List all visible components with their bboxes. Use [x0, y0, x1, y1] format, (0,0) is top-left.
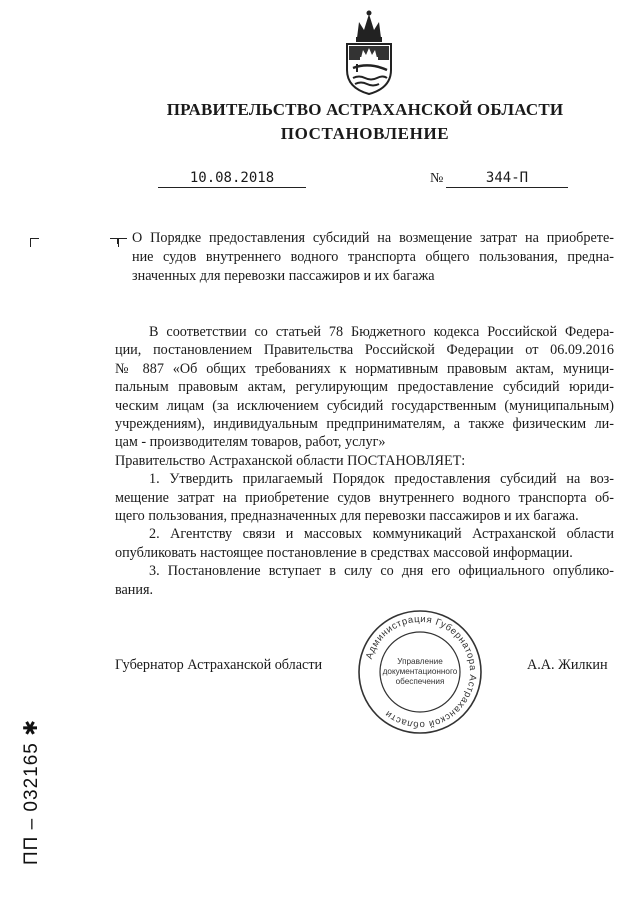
document-date: 10.08.2018 — [158, 170, 306, 188]
registration-number: ПП – 032165 ✱ — [21, 718, 42, 865]
body-line: В соответствии со статьей 78 Бюджетного кодекса Российской Федера- — [149, 324, 614, 340]
signature-role: Губернатор Астраханской области — [115, 657, 323, 673]
body-line: ческим лицам (за исключением субсидий государственным (муниципальным) — [115, 397, 614, 414]
body-line: мещение затрат на приобретение судов внутреннего водного транспорта об- — [115, 489, 614, 506]
body-line: опубликовать настоящее постановление в средствах массовой информации. — [115, 544, 573, 561]
official-stamp — [355, 607, 485, 737]
document-body — [115, 323, 614, 599]
stamp-inner-line: документационного — [382, 667, 458, 676]
stamp-inner-line: обеспечения — [395, 677, 445, 686]
number-label: № — [430, 171, 444, 186]
body-line: 2. Агентству связи и массовых коммуникаций Астраханской области — [149, 526, 614, 543]
document-subject — [132, 229, 614, 286]
body-line: 1. Утвердить прилагаемый Порядок предоставления субсидий на воз- — [149, 471, 614, 488]
subject-line: О Порядке предоставления субсидий на возмещение затрат на приобрете- — [132, 230, 614, 246]
body-line: Правительство Астраханской области ПОСТАНОВЛЯЕТ: — [115, 452, 466, 469]
organization-title: ПРАВИТЕЛЬСТВО АСТРАХАНСКОЙ ОБЛАСТИ — [166, 100, 564, 119]
subject-line: значенных для перевозки пассажиров и их багажа — [132, 268, 435, 284]
body-line: учреждениям), индивидуальным предпринимателям, а также физическим ли- — [115, 416, 614, 433]
subject-line: ние судов внутреннего водного транспорта общего пользования, предна- — [132, 249, 614, 265]
document-type-title: ПОСТАНОВЛЕНИЕ — [280, 124, 450, 143]
body-line: № 887 «Об общих требованиях к нормативным правовым актам, муници- — [115, 360, 614, 377]
body-line: 3. Постановление вступает в силу со дня его официального опублико- — [149, 563, 614, 580]
body-line: щего пользования, предназначенных для перевозки пассажиров и их багажа. — [115, 508, 579, 525]
document-number: 344-П — [446, 170, 568, 188]
signature-name: А.А. Жилкин — [527, 657, 608, 673]
body-line: ции, постановлением Правительства Российской Федерации от 06.09.2016 — [115, 342, 614, 359]
body-line: пальным правовым актам, регулирующим предоставление субсидий юриди- — [115, 379, 614, 396]
corner-mark-left — [30, 238, 39, 247]
astrakhan-coat-of-arms-icon — [337, 8, 401, 96]
corner-mark-tick — [110, 238, 118, 244]
stamp-outer-text: Администрация Губернатора Астраханской области — [363, 613, 479, 731]
body-line: цам - производителям товаров, работ, услуг» — [115, 434, 386, 451]
corner-mark-right — [118, 238, 127, 247]
body-line: вания. — [115, 581, 154, 598]
stamp-inner-line: Управление — [397, 657, 443, 666]
